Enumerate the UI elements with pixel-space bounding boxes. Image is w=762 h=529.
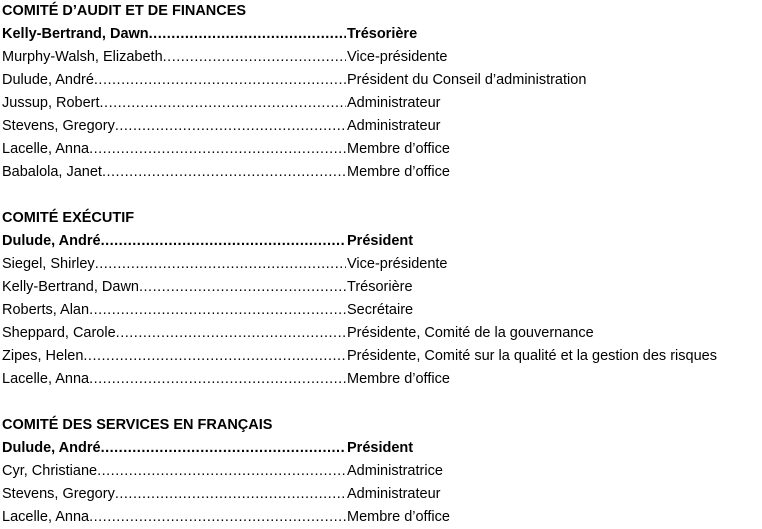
- member-name-cell: [2, 69, 346, 92]
- member-name-cell: [2, 460, 346, 483]
- dot-leader: [89, 368, 346, 391]
- member-role: Trésorière: [347, 26, 418, 42]
- dot-leader: [116, 322, 346, 345]
- dot-leader: [163, 46, 346, 69]
- member-name: Zipes, Helen: [2, 348, 84, 364]
- member-role: Administratrice: [347, 463, 443, 479]
- committee-audit-finance: [2, 0, 760, 184]
- dot-leader: [101, 437, 346, 460]
- dot-leader: [102, 161, 346, 184]
- member-name: Dulude, André: [2, 440, 101, 456]
- member-name: Kelly-Bertrand, Dawn: [2, 279, 139, 295]
- dot-leader: [89, 138, 346, 161]
- member-name-cell: [2, 322, 346, 345]
- member-role: Président: [347, 440, 414, 456]
- member-name: Dulude, André: [2, 72, 94, 88]
- member-role: Trésorière: [347, 279, 413, 295]
- member-role: Secrétaire: [347, 302, 414, 318]
- member-row: [2, 115, 760, 138]
- member-name: Jussup, Robert: [2, 95, 100, 111]
- member-role: Président du Conseil d’administration: [347, 72, 587, 88]
- member-role: Vice-présidente: [347, 49, 448, 65]
- member-row: [2, 345, 760, 368]
- member-row: [2, 299, 760, 322]
- member-name: Stevens, Gregory: [2, 118, 115, 134]
- member-row: [2, 460, 760, 483]
- member-name: Sheppard, Carole: [2, 325, 116, 341]
- member-name-cell: [2, 23, 346, 46]
- member-row: [2, 23, 760, 46]
- dot-leader: [100, 92, 346, 115]
- dot-leader: [101, 230, 346, 253]
- member-name-cell: [2, 276, 346, 299]
- member-name: Babalola, Janet: [2, 164, 102, 180]
- member-row: [2, 276, 760, 299]
- member-row: [2, 437, 760, 460]
- member-row: [2, 69, 760, 92]
- member-role: Président: [347, 233, 414, 249]
- member-name-cell: [2, 253, 346, 276]
- member-role: Présidente, Comité sur la qualité et la gestion des risques: [347, 348, 717, 364]
- member-row: [2, 230, 760, 253]
- member-name-cell: [2, 299, 346, 322]
- member-name: Cyr, Christiane: [2, 463, 98, 479]
- member-row: [2, 253, 760, 276]
- member-name-cell: [2, 483, 346, 506]
- member-name: Roberts, Alan: [2, 302, 90, 318]
- member-name-cell: [2, 230, 346, 253]
- member-name: Stevens, Gregory: [2, 486, 115, 502]
- dot-leader: [83, 345, 346, 368]
- dot-leader: [149, 23, 346, 46]
- committee-list-document: [2, 0, 760, 529]
- member-name-cell: [2, 437, 346, 460]
- member-role: Membre d’office: [347, 509, 450, 525]
- committee-heading: COMITÉ D’AUDIT ET DE FINANCES: [2, 3, 247, 19]
- member-row: [2, 483, 760, 506]
- member-name: Dulude, André: [2, 233, 101, 249]
- dot-leader: [139, 276, 346, 299]
- member-row: [2, 161, 760, 184]
- member-row: [2, 506, 760, 529]
- committee-heading: COMITÉ EXÉCUTIF: [2, 210, 135, 226]
- member-name-cell: [2, 46, 346, 69]
- member-role: Administrateur: [347, 95, 441, 111]
- member-name-cell: [2, 345, 346, 368]
- dot-leader: [95, 253, 346, 276]
- dot-leader: [115, 115, 346, 138]
- dot-leader: [94, 69, 346, 92]
- member-name-cell: [2, 92, 346, 115]
- member-role: Membre d’office: [347, 164, 450, 180]
- member-name: Kelly-Bertrand, Dawn: [2, 26, 149, 42]
- committee-heading: COMITÉ DES SERVICES EN FRANÇAIS: [2, 417, 273, 433]
- dot-leader: [89, 506, 346, 529]
- committee-executive: [2, 207, 760, 391]
- dot-leader: [115, 483, 346, 506]
- member-role: Membre d’office: [347, 371, 450, 387]
- dot-leader: [89, 299, 346, 322]
- member-row: [2, 46, 760, 69]
- member-name-cell: [2, 115, 346, 138]
- member-row: [2, 368, 760, 391]
- member-role: Présidente, Comité de la gouvernance: [347, 325, 594, 341]
- member-role: Vice-présidente: [347, 256, 448, 272]
- member-name: Siegel, Shirley: [2, 256, 95, 272]
- member-row: [2, 138, 760, 161]
- member-name: Murphy-Walsh, Elizabeth: [2, 49, 163, 65]
- member-name-cell: [2, 138, 346, 161]
- member-name: Lacelle, Anna: [2, 371, 90, 387]
- member-role: Membre d’office: [347, 141, 450, 157]
- member-name-cell: [2, 161, 346, 184]
- member-role: Administrateur: [347, 118, 441, 134]
- member-name: Lacelle, Anna: [2, 141, 90, 157]
- member-name-cell: [2, 368, 346, 391]
- member-role: Administrateur: [347, 486, 441, 502]
- member-row: [2, 92, 760, 115]
- dot-leader: [97, 460, 346, 483]
- member-name: Lacelle, Anna: [2, 509, 90, 525]
- committee-french-services: [2, 414, 760, 529]
- member-row: [2, 322, 760, 345]
- member-name-cell: [2, 506, 346, 529]
